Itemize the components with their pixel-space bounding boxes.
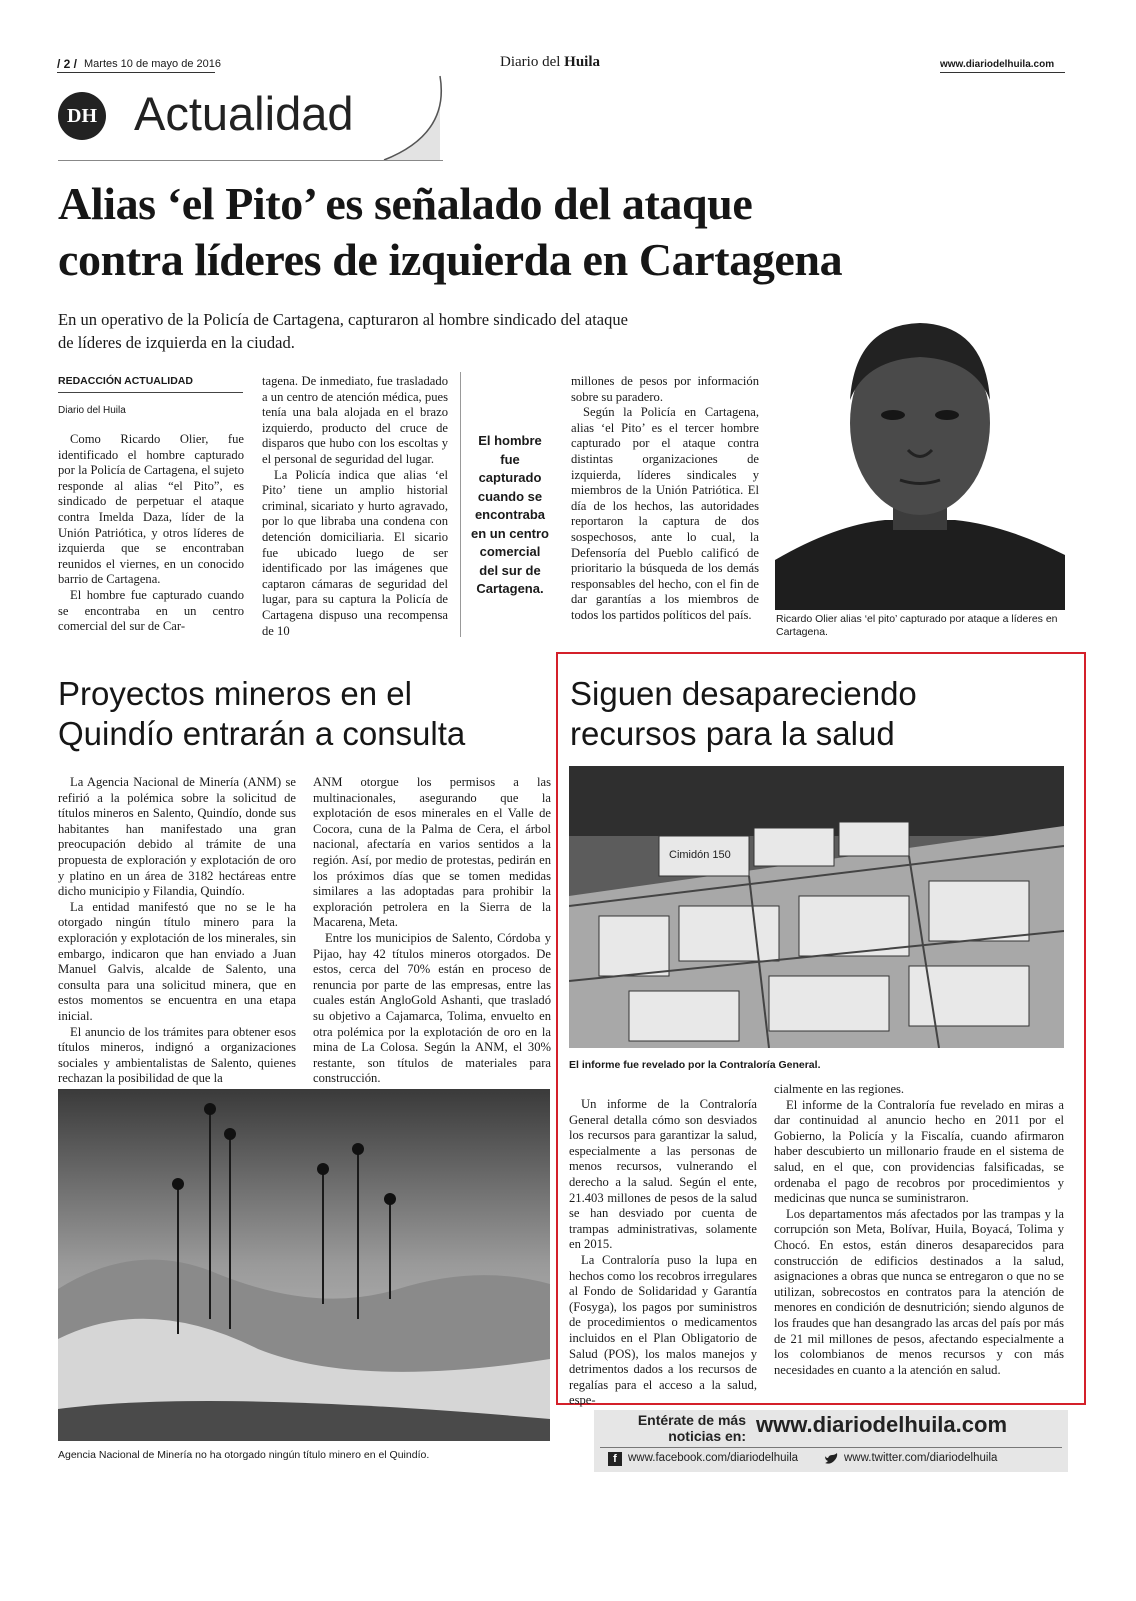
promo-website-link[interactable]: www.diariodelhuila.com xyxy=(756,1412,1008,1437)
story1-pullquote: El hombre fue capturado cuando se encontraba en un centro comercial del sur de Cartagena. xyxy=(470,433,549,596)
story1-source: Diario del Huila xyxy=(58,405,126,416)
story3-photo-caption: El informe fue revelado por la Contraloría General. xyxy=(569,1059,821,1071)
story2-col2-paragraph: Entre los municipios de Salento, Córdoba y Pijao, hay 42 títulos mineros otorgados. De estos, cerca del 70% están en proceso de renuncia por parte de las empresas, entre las cuales están AngloGold Ashanti, que trasladó su objetivo a Cajamarca, Tolima, envuelto en otra polémica por la explotación de oro en la mina de La Colosa. Según la ANM, el 30% restante, son títulos de materiales para construcción. xyxy=(313,930,551,1086)
pharmacy-illustration xyxy=(569,766,1064,1048)
story3-col2-paragraph: Los departamentos más afectados por las trampas y la corrupción son Meta, Bolívar, Huila, Boyacá, Tolima y Chocó. En estos, están dineros desaparecidos para construcción de edificios destinados a la salud, asignaciones a obras que nunca se entregaron o que no se utilizan, sobrecostos en contratos para la atención de menores en condición de desnutrición; siendo algunos de los fraudes que han desangrado las arcas del país por más de 21 mil millones de pesos, afectando especialmente a los colombianos de menos recursos y con más necesidades en cuanto a la atención en salud. xyxy=(774,1206,1064,1377)
story1-pullquote-rule xyxy=(460,372,461,637)
story3-col2-paragraph: cialmente en las regiones. xyxy=(774,1082,905,1096)
facebook-link[interactable]: www.facebook.com/diariodelhuila xyxy=(628,1452,799,1464)
section-swoosh xyxy=(380,74,450,164)
portrait-illustration xyxy=(775,305,1065,610)
promo-text xyxy=(606,1412,746,1444)
twitter-link[interactable]: www.twitter.com/diariodelhuila xyxy=(844,1452,998,1464)
story1-headline-line2: contra líderes de izquierda en Cartagena xyxy=(58,234,843,285)
story2-headline-line1: Proyectos mineros en el xyxy=(58,675,412,712)
header-rule-right xyxy=(940,72,1065,73)
story1-photo-caption: Ricardo Olier alias ‘el pito’ capturado por ataque a líderes en Cartagena. xyxy=(776,613,1058,638)
story1-column-2 xyxy=(262,374,448,639)
page-date: Martes 10 de mayo de 2016 xyxy=(84,58,221,70)
section-rule xyxy=(58,160,443,161)
story1-col3-paragraph: millones de pesos por información sobre su paradero. xyxy=(571,374,759,404)
story1-col3-paragraph: Según la Policía en Cartagena, alias ‘el Pito’ es el tercer hombre capturado por el ataque contra distintas organizaciones de izquierda, líderes sindicales y miembros de la Unión Patriótica. El día de los hechos, las autoridades reportaron la captura de dos sospechosos, ante lo cual, la Defensoría del Pueblo calificó de prioritario la búsqueda de los demás responsables del hecho, con el fin de dar garantías a los miembros de todos los partidos políticos del país. xyxy=(571,405,759,622)
story2-col1-paragraph: El anuncio de los trámites para obtener esos títulos mineros, indignó a organizaciones sociales y ambientalistas de Salento, quienes rechazan la posibilidad de que la xyxy=(58,1024,296,1086)
promo-banner xyxy=(594,1410,1068,1472)
paper-name xyxy=(500,54,600,71)
promo-rule xyxy=(600,1447,1062,1448)
story1-col2-paragraph: tagena. De inmediato, fue trasladado a un centro de atención médica, pues tenía una bala alojada en el brazo izquierdo, producto del cruce de disparos que hubo con los escoltas y el personal de seguridad del lugar. xyxy=(262,374,448,466)
header-website: www.diariodelhuila.com xyxy=(940,59,1055,70)
story1-byline: REDACCIÓN ACTUALIDAD xyxy=(58,375,193,387)
story3-col2-paragraph: El informe de la Contraloría fue revelado en miras a dar continuidad al anuncio hecho en 2011 por el Gobierno, la Policía y la Fiscalía, cuando afirmaron haber descubierto un millonario fraude en el sistema de salud, en el que, con providencias falsificadas, se ordenaba el pago de recobros por procedimientos y medicinas que nunca se suministraron. xyxy=(774,1097,1064,1206)
story2-photo-caption: Agencia Nacional de Minería no ha otorgado ningún título minero en el Quindío. xyxy=(58,1449,430,1461)
header-rule-left xyxy=(57,72,215,73)
story1-col1-paragraph: Como Ricardo Olier, fue identificado el hombre capturado por la Policía de Cartagena, el sujeto responde al alias “el Pito”, es sindicado de perpetuar el ataque contra Imelda Daza, líder de la Unión Patriótica, y otros líderes de izquierda que se encontraban reunidos el viernes, en un conocido barrio de Cartagena. xyxy=(58,432,244,587)
story2-col1-paragraph: La Agencia Nacional de Minería (ANM) se refirió a la polémica sobre la solicitud de títulos mineros en Salento, Quindío, donde sus habitantes han manifestado una gran preocupación debido al trámite de una propuesta de exploración y explotación de oro y platino en un área de 3182 hectáreas entre dicho municipio y Filandia, Quindío. xyxy=(58,775,296,899)
story3-headline xyxy=(570,674,917,754)
story1-col2-paragraph: La Policía indica que alias ‘el Pito’ tiene un amplio historial criminal, sicariato y hurto agravado, por lo que libraba una condena con detención domiciliaria. El sicario fue ubicado luego de ser identificado por las imágenes que captaron cámaras de seguridad del lugar, para su captura la Policía de Cartagena dispuso una recompensa de 10 xyxy=(262,467,448,638)
story1-column-1 xyxy=(58,432,244,635)
story1-byline-rule xyxy=(58,392,243,393)
story3-column-2 xyxy=(774,1082,1064,1378)
section-logo xyxy=(58,92,106,140)
paper-name-a: Diario del xyxy=(500,54,561,70)
promo-line2: noticias en: xyxy=(668,1428,746,1444)
story2-headline xyxy=(58,674,465,754)
facebook-icon: f xyxy=(608,1452,622,1466)
pharmacy-box-label: Cimidón 150 xyxy=(669,849,731,861)
story2-column-1 xyxy=(58,775,296,1087)
story3-column-1 xyxy=(569,1097,757,1409)
story1-headline xyxy=(58,176,842,288)
story3-pharmacy-photo xyxy=(569,766,1064,1048)
story2-headline-line2: Quindío entrarán a consulta xyxy=(58,715,466,752)
story1-lead-line1: En un operativo de la Policía de Cartagena, capturaron al hombre sindicado del ataque xyxy=(58,310,628,329)
story1-headline-line1: Alias ‘el Pito’ es señalado del ataque xyxy=(58,178,753,229)
page-number: / 2 / xyxy=(57,57,78,71)
story3-col1-paragraph: Un informe de la Contraloría General detalla cómo son desviados los recursos para garantizar la salud, especialmente a las personas de menos recursos, vulnerando el derecho a la salud. Según el ente, 21.403 millones de pesos de la salud se han desviado por cuenta de trampas administrativas, solamente en 2015. xyxy=(569,1097,757,1252)
promo-line1: Entérate de más xyxy=(637,1412,746,1428)
story1-portrait-photo xyxy=(775,305,1065,610)
story2-col1-paragraph: La entidad manifestó que no se le ha otorgado ningún título minero para la exploración y explotación de los minerales, sin embargo, indicaron que han enviado a Juan Manuel Galvis, alcalde de Salento, una consulta para una solicitud minera, que en estos momentos se encuentra en una etapa inicial. xyxy=(58,899,296,1023)
story2-col2-paragraph: ANM otorgue los permisos a las multinacionales, asegurando que la explotación de esos minerales en el Valle de Cocora, cuna de la Palma de Cera, el árbol nacional, afectaría en varios sentidos a la región. Así, por medio de protestas, pedirán en los próximos días que se tomen medidas similares a las adoptadas para prohibir la exploración petrolera en la Sierra de la Macarena, Meta. xyxy=(313,775,551,930)
section-logo-text: DH xyxy=(67,105,97,127)
section-title: Actualidad xyxy=(134,87,354,140)
story3-col1-paragraph: La Contraloría puso la lupa en hechos como los recobros irregulares al Fondo de Solidaridad y Garantía (Fosyga), los pagos por suministros de procedimientos o medicamentos incluidos en el Plan Obligatorio de Salud (POS), los malos manejos y detrimentos dados a los recursos de regalías para el acceso a la salud, espe- xyxy=(569,1252,757,1408)
story1-column-3 xyxy=(571,374,759,624)
twitter-icon xyxy=(824,1452,840,1466)
story2-column-2 xyxy=(313,775,551,1087)
story3-headline-line2: recursos para la salud xyxy=(570,715,895,752)
story1-lead-line2: de líderes de izquierda en la ciudad. xyxy=(58,333,295,352)
story2-landscape-photo xyxy=(58,1089,550,1441)
story1-lead xyxy=(58,308,628,354)
story3-headline-line1: Siguen desapareciendo xyxy=(570,675,917,712)
story1-col1-paragraph: El hombre fue capturado cuando se encontraba en un centro comercial del sur de Car- xyxy=(58,587,244,634)
paper-name-b: Huila xyxy=(564,54,601,70)
landscape-illustration xyxy=(58,1089,550,1441)
